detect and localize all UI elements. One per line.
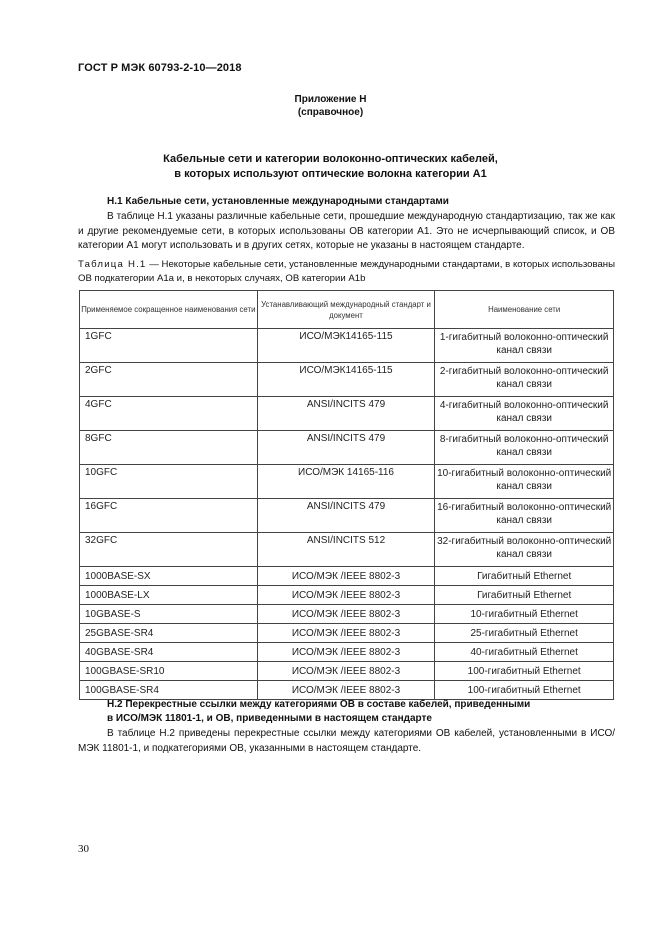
- cell-abbreviation: 2GFC: [80, 363, 258, 397]
- cell-abbreviation: 8GFC: [80, 431, 258, 465]
- header-standard: Устанавливающий международный стандарт и документ: [257, 291, 435, 329]
- table-row: [80, 681, 614, 700]
- header-network-name: Наименование сети: [435, 291, 614, 329]
- main-title-line1: Кабельные сети и категории волоконно-оптических кабелей,: [163, 153, 498, 165]
- cell-network-name: Гигабитный Ethernet: [435, 567, 614, 586]
- cell-standard: ИСО/МЭК /IEEE 8802-3: [257, 681, 435, 700]
- cell-network-name: 100-гигабитный Ethernet: [435, 681, 614, 700]
- cell-network-name: 10-гигабитный Ethernet: [435, 605, 614, 624]
- table-row: [80, 533, 614, 567]
- table-row: [80, 662, 614, 681]
- cell-standard: ANSI/INCITS 479: [257, 397, 435, 431]
- cell-network-name: 10-гигабитный волоконно-оптический канал связи: [435, 465, 614, 499]
- cell-standard: ANSI/INCITS 479: [257, 431, 435, 465]
- cell-standard: ИСО/МЭК /IEEE 8802-3: [257, 586, 435, 605]
- cell-network-name: 16-гигабитный волоконно-оптический канал связи: [435, 499, 614, 533]
- cell-abbreviation: 1000BASE-SX: [80, 567, 258, 586]
- cell-abbreviation: 32GFC: [80, 533, 258, 567]
- cell-abbreviation: 16GFC: [80, 499, 258, 533]
- cell-standard: ANSI/INCITS 479: [257, 499, 435, 533]
- cell-abbreviation: 1GFC: [80, 329, 258, 363]
- table-row: [80, 624, 614, 643]
- cable-networks-table: [79, 290, 614, 700]
- section-h2-text: В таблице Н.2 приведены перекрестные ссылки между категориями ОВ кабелей, установленными в ИСО/МЭК 11801-1, и подкатегориями ОВ, указанными в настоящем стандарте.: [78, 728, 615, 754]
- cell-network-name: 32-гигабитный волоконно-оптический канал связи: [435, 533, 614, 567]
- cell-abbreviation: 100GBASE-SR10: [80, 662, 258, 681]
- section-h2-heading-line1: Н.2 Перекрестные ссылки между категориями ОВ в составе кабелей, приведенными: [107, 699, 531, 710]
- cell-network-name: 100-гигабитный Ethernet: [435, 662, 614, 681]
- table-row: [80, 567, 614, 586]
- cell-network-name: 4-гигабитный волоконно-оптический канал связи: [435, 397, 614, 431]
- cell-abbreviation: 100GBASE-SR4: [80, 681, 258, 700]
- table-caption-label: Таблица Н.1: [78, 259, 147, 270]
- table-caption: [78, 258, 615, 286]
- section-h2-heading-line2: в ИСО/МЭК 11801-1, и ОВ, приведенными в настоящем стандарте: [107, 713, 432, 724]
- cell-standard: ИСО/МЭК /IEEE 8802-3: [257, 643, 435, 662]
- cell-standard: ИСО/МЭК /IEEE 8802-3: [257, 605, 435, 624]
- table-row: [80, 605, 614, 624]
- cell-abbreviation: 40GBASE-SR4: [80, 643, 258, 662]
- section-h1-paragraph: [78, 210, 615, 254]
- main-title-line2: в которых используют оптические волокна категории А1: [174, 168, 487, 180]
- annex-title: Приложение Н: [294, 94, 367, 105]
- annex-heading: [78, 93, 583, 119]
- cell-network-name: 1-гигабитный волоконно-оптический канал связи: [435, 329, 614, 363]
- cell-abbreviation: 10GBASE-S: [80, 605, 258, 624]
- cell-network-name: 2-гигабитный волоконно-оптический канал связи: [435, 363, 614, 397]
- cell-abbreviation: 4GFC: [80, 397, 258, 431]
- cell-network-name: 8-гигабитный волоконно-оптический канал связи: [435, 431, 614, 465]
- cell-network-name: 40-гигабитный Ethernet: [435, 643, 614, 662]
- cell-standard: ИСО/МЭК14165-115: [257, 363, 435, 397]
- table-row: [80, 643, 614, 662]
- header-abbreviation: Применяемое сокращенное наименования сети: [80, 291, 258, 329]
- cell-standard: ИСО/МЭК 14165-116: [257, 465, 435, 499]
- cell-standard: ИСО/МЭК14165-115: [257, 329, 435, 363]
- cell-abbreviation: 1000BASE-LX: [80, 586, 258, 605]
- cell-standard: ИСО/МЭК /IEEE 8802-3: [257, 662, 435, 681]
- table-row: [80, 431, 614, 465]
- table-row: [80, 465, 614, 499]
- table-body: [80, 329, 614, 700]
- section-h1-heading: Н.1 Кабельные сети, установленные международными стандартами: [107, 196, 449, 207]
- table-header-row: [80, 291, 614, 329]
- cell-standard: ИСО/МЭК /IEEE 8802-3: [257, 567, 435, 586]
- table-row: [80, 586, 614, 605]
- table-caption-text: — Некоторые кабельные сети, установленные международными стандартами, в которых использованы ОВ подкатегории А1а и, в некоторых случаях, ОВ категории А1b: [78, 259, 615, 284]
- cell-standard: ANSI/INCITS 512: [257, 533, 435, 567]
- section-h2-paragraph: [78, 727, 615, 756]
- annex-note: (справочное): [297, 107, 364, 118]
- cell-network-name: Гигабитный Ethernet: [435, 586, 614, 605]
- document-code: ГОСТ Р МЭК 60793-2-10—2018: [78, 62, 242, 74]
- cell-abbreviation: 10GFC: [80, 465, 258, 499]
- table-row: [80, 397, 614, 431]
- section-h2-heading: [107, 698, 530, 726]
- table-row: [80, 363, 614, 397]
- page-number: 30: [78, 843, 89, 855]
- cell-standard: ИСО/МЭК /IEEE 8802-3: [257, 624, 435, 643]
- table-row: [80, 329, 614, 363]
- cell-abbreviation: 25GBASE-SR4: [80, 624, 258, 643]
- cell-network-name: 25-гигабитный Ethernet: [435, 624, 614, 643]
- table-row: [80, 499, 614, 533]
- section-h1-text: В таблице Н.1 указаны различные кабельные сети, прошедшие международную стандартизацию, так же как и другие рекомендуемые сети, в которых использованы ОВ категории А1. Это не исчерпывающий список, и ОВ категории А1 могут использовать и в других сетях, которые не указаны в настоящем стандарте.: [78, 211, 615, 252]
- annex-main-title: [78, 152, 583, 182]
